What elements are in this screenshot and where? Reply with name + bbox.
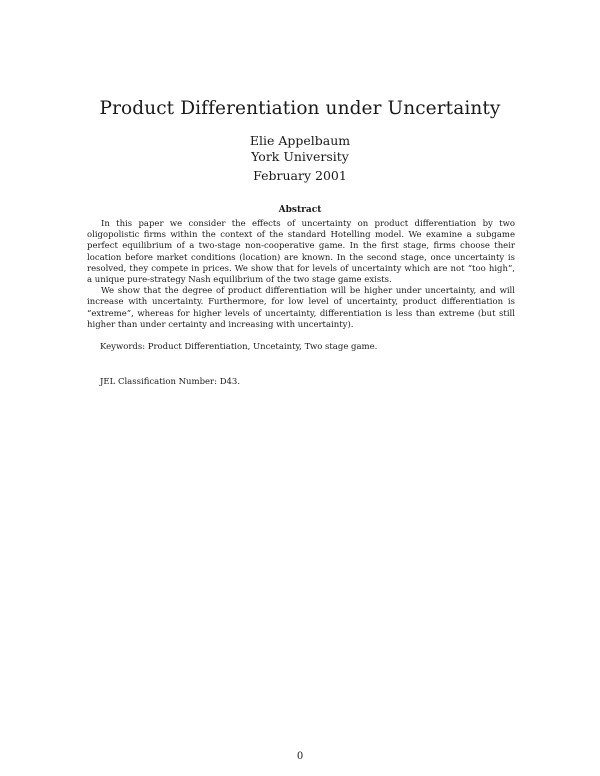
keywords-line: Keywords: Product Differentiation, Uncetainty, Two stage game.	[100, 342, 378, 352]
abstract-heading: Abstract	[278, 205, 322, 215]
author-block	[0, 133, 600, 165]
page-number: 0	[296, 751, 304, 762]
abstract-body	[87, 219, 515, 331]
jel-classification: JEL Classification Number: D43.	[100, 377, 241, 387]
abstract-paragraph: We show that the degree of product differentiation will be higher under uncertainty, and will increase with uncertainty. Furthermore, for low level of uncertainty, product differentiation is “extreme”, whereas for higher levels of uncertainty, differentiation is less than extreme (but still higher than under certainty and increasing with uncertainty).	[87, 286, 515, 330]
paper-title: Product Differentiation under Uncertainty	[99, 98, 501, 119]
author-name: Elie Appelbaum	[249, 133, 351, 148]
abstract-paragraph: In this paper we consider the effects of uncertainty on product differentiation by two oligopolistic firms within the context of the standard Hotelling model. We examine a subgame perfect equilibrium of a two-stage non-cooperative game. In the first stage, firms choose their location before market conditions (location) are known. In the second stage, once uncertainty is resolved, they compete in prices. We show that for levels of uncertainty which are not “too high”, a unique pure-strategy Nash equilibrium of the two stage game exists.	[87, 219, 515, 286]
paper-date: February 2001	[253, 168, 347, 183]
author-affiliation: York University	[251, 149, 349, 164]
